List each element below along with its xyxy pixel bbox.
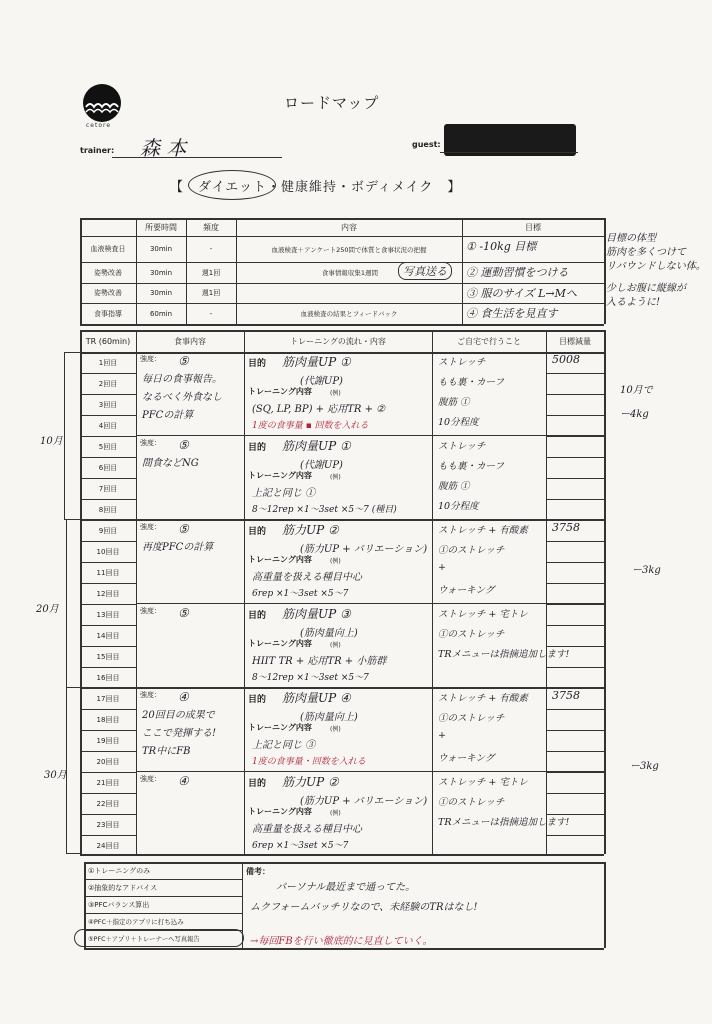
intensity-label: 強度： xyxy=(140,523,161,531)
training-label: トレーニング内容 xyxy=(248,723,312,732)
goal-circle-mark xyxy=(188,170,276,200)
purpose-label: 目的 xyxy=(248,695,267,705)
session-label: 13回目 xyxy=(96,610,120,619)
goal-4: ④ 食生活を見直す xyxy=(466,307,558,320)
home-task: ①のストレッチ xyxy=(438,797,505,808)
col-training: トレーニングの流れ・内容 xyxy=(290,336,386,346)
session-label: 16回目 xyxy=(96,673,120,682)
training-note: 8〜12rep ×1〜3set ×5〜7 xyxy=(252,673,369,683)
training-note: 6rep ×1〜3set ×5〜7 xyxy=(252,589,349,599)
home-task: もも裏・カーフ xyxy=(438,377,505,388)
session-label: 2回目 xyxy=(98,379,118,388)
home-task: ①のストレッチ xyxy=(438,545,505,556)
intensity-value: ④ xyxy=(178,774,189,788)
trainer-name: 森 本 xyxy=(140,136,187,160)
session-label: 10回目 xyxy=(96,547,120,556)
row-content: 血液検査＋アンケート250問で体質と食事状況の把握 xyxy=(271,245,427,254)
remark-line: パーソナル最近まで通ってた。 xyxy=(276,882,416,893)
intensity-value: ⑤ xyxy=(178,354,189,368)
session-label: 18回目 xyxy=(96,715,120,724)
example-label: (例) xyxy=(330,642,341,649)
col-time: 所要時間 xyxy=(145,222,177,232)
training-content: 高重量を扱える種目中心 xyxy=(252,824,362,835)
purpose-sub: (筋力UP + バリエーション) xyxy=(300,796,428,807)
row-label: 食事指導 xyxy=(94,309,122,318)
col-goal: 目標 xyxy=(525,222,541,232)
home-task: TRメニューは指摘追加します! xyxy=(438,649,570,660)
home-task: ①のストレッチ xyxy=(438,713,505,724)
target-value: 3758 xyxy=(552,521,580,534)
col-meal: 食事内容 xyxy=(174,336,206,346)
home-task: 10分程度 xyxy=(438,501,479,512)
row-content: 血液検査の結果とフィードバック xyxy=(300,310,398,318)
legend-item: ①トレーニングのみ xyxy=(88,867,151,875)
training-label: トレーニング内容 xyxy=(248,807,312,816)
purpose-sub: (筋肉量向上) xyxy=(300,712,358,723)
goal-category-line: 【 ダイエット・健康維持・ボディメイク 】 xyxy=(170,180,462,195)
col-target: 目標減量 xyxy=(559,336,591,346)
row-time: 30min xyxy=(149,289,173,297)
home-task: ストレッチ + 宅トレ xyxy=(438,609,528,620)
purpose-label: 目的 xyxy=(248,611,267,621)
training-note: 8〜12rep ×1〜3set ×5〜7 (種目) xyxy=(252,505,397,515)
intensity-label: 強度： xyxy=(140,355,161,363)
month-bracket-3 xyxy=(66,688,80,854)
page-title: ロードマップ xyxy=(284,94,380,112)
home-task: 腹筋 ① xyxy=(438,481,470,492)
intensity-label: 強度： xyxy=(140,775,161,783)
photo-send-note: 写真送る xyxy=(398,262,452,280)
intensity-label: 強度： xyxy=(140,691,161,699)
session-label: 4回目 xyxy=(98,421,118,430)
purpose-sub: (筋力UP + バリエーション) xyxy=(300,544,428,555)
home-task: + xyxy=(438,562,446,573)
session-label: 5回目 xyxy=(98,442,118,451)
target-value: 3758 xyxy=(552,689,580,702)
row-freq: 週1回 xyxy=(201,289,221,297)
guest-underline xyxy=(440,152,578,153)
intensity-value: ⑤ xyxy=(178,438,189,452)
training-content: 高重量を扱える種目中心 xyxy=(252,572,362,583)
session-label: 11回目 xyxy=(96,568,120,577)
training-content: 上記と同じ ③ xyxy=(252,740,316,751)
row-label: 姿勢改善 xyxy=(94,289,122,297)
goal-2: ② 運動習慣をつける xyxy=(466,266,569,279)
month-bracket-2 xyxy=(66,520,80,688)
meal-note: ここで発揮する! xyxy=(142,728,217,739)
purpose-value: 筋肉量UP ① xyxy=(282,355,351,369)
goal-3: ③ 服のサイズ L→Mへ xyxy=(466,287,577,300)
purpose-label: 目的 xyxy=(248,359,267,369)
session-label: 20回目 xyxy=(96,757,120,766)
intensity-label: 強度： xyxy=(140,439,161,447)
example-label: (例) xyxy=(330,558,341,565)
meal-note: PFCの計算 xyxy=(142,410,194,421)
session-label: 8回目 xyxy=(98,505,118,514)
right-note-month3: ー3kg xyxy=(630,761,659,772)
row-time: 60min xyxy=(149,309,173,318)
col-content: 内容 xyxy=(341,222,357,232)
home-task: ウォーキング xyxy=(438,585,495,596)
home-task: + xyxy=(438,730,446,741)
session-label: 1回目 xyxy=(98,358,118,367)
purpose-label: 目的 xyxy=(248,443,267,453)
month-label-1: 10月 xyxy=(40,436,63,447)
training-note: 1度の食事量・回数を入れる xyxy=(252,757,366,767)
training-content: 上記と同じ ① xyxy=(252,488,316,499)
purpose-label: 目的 xyxy=(248,527,267,537)
remark-line: ムクフォームバッチリなので、未経験のTRはなし! xyxy=(250,902,478,913)
session-label: 15回目 xyxy=(96,652,120,661)
purpose-sub: (代謝UP) xyxy=(300,376,343,387)
guest-label: guest: xyxy=(412,140,441,149)
remark-line: →毎回FBを行い徹底的に見直していく。 xyxy=(250,936,433,947)
session-label: 19回目 xyxy=(96,736,120,745)
meal-note: TR中にFB xyxy=(142,746,191,757)
logo-text: cetore xyxy=(86,122,112,129)
purpose-label: 目的 xyxy=(248,779,267,789)
right-note-top: 目標の体型 筋肉を多くつけて リバウンドしない体。 少しお腹に縦線が 入るように! xyxy=(606,233,706,308)
home-task: ストレッチ + 有酸素 xyxy=(438,693,528,704)
month-bracket-1 xyxy=(64,352,80,520)
home-task: 10分程度 xyxy=(438,417,479,428)
session-label: 23回目 xyxy=(96,820,120,829)
right-note-month2: ー3kg xyxy=(632,565,661,576)
legend-item: ②抽象的なアドバイス xyxy=(88,884,158,892)
row-freq: - xyxy=(209,245,213,253)
example-label: (例) xyxy=(330,726,341,733)
home-task: 腹筋 ① xyxy=(438,397,470,408)
training-label: トレーニング内容 xyxy=(248,471,312,480)
meal-note: 毎日の食事報告。 xyxy=(142,374,222,385)
training-label: トレーニング内容 xyxy=(248,639,312,648)
training-content: HIIT TR + 応用TR + 小筋群 xyxy=(252,656,387,667)
goal-1: ① -10kg 目標 xyxy=(466,240,537,253)
row-label: 血液検査日 xyxy=(90,245,126,253)
training-content: (SQ, LP, BP) + 応用TR + ② xyxy=(252,404,386,415)
purpose-value: 筋肉量UP ③ xyxy=(282,607,351,621)
legend-selected-circle xyxy=(74,929,244,947)
row-freq: 週1回 xyxy=(201,268,221,277)
session-label: 7回目 xyxy=(98,484,118,493)
home-task: もも裏・カーフ xyxy=(438,461,505,472)
month-label-3: 30月 xyxy=(44,770,67,781)
target-value: 5008 xyxy=(552,353,580,366)
training-note: 1度の食事量 ▪ 回数を入れる xyxy=(252,421,369,431)
session-label: 9回目 xyxy=(98,526,118,535)
home-task: ストレッチ + 有酸素 xyxy=(438,525,528,536)
legend-item: ④PFC＋指定のアプリに打ち込み xyxy=(88,918,184,926)
training-label: トレーニング内容 xyxy=(248,555,312,564)
col-session: TR (60min) xyxy=(85,336,131,346)
session-label: 3回目 xyxy=(98,400,118,409)
home-task: ストレッチ + 宅トレ xyxy=(438,777,528,788)
home-task: ストレッチ xyxy=(438,357,486,368)
month-label-2: 20月 xyxy=(36,604,59,615)
row-content: 食事情報収集1週間 xyxy=(321,269,379,277)
purpose-value: 筋肉量UP ① xyxy=(282,439,351,453)
session-label: 6回目 xyxy=(98,463,118,472)
session-label: 21回目 xyxy=(96,778,120,787)
purpose-value: 筋力UP ② xyxy=(282,523,339,537)
training-note: 6rep ×1〜3set ×5〜7 xyxy=(252,841,349,851)
row-time: 30min xyxy=(149,268,173,277)
example-label: (例) xyxy=(330,474,341,481)
intensity-value: ⑤ xyxy=(178,522,189,536)
meal-note: なるべく外食なし xyxy=(142,392,222,403)
home-task: ①のストレッチ xyxy=(438,629,505,640)
session-label: 12回目 xyxy=(96,589,120,598)
legend-item: ③PFCバランス算出 xyxy=(88,901,150,909)
trainer-label: trainer: xyxy=(80,146,115,155)
purpose-sub: (筋肉量向上) xyxy=(300,628,358,639)
home-task: ストレッチ xyxy=(438,441,486,452)
purpose-value: 筋肉量UP ④ xyxy=(282,691,351,705)
intensity-value: ⑤ xyxy=(178,606,189,620)
meal-note: 再度PFCの計算 xyxy=(142,542,214,553)
example-label: (例) xyxy=(330,390,341,397)
logo-icon xyxy=(80,83,124,123)
session-label: 24回目 xyxy=(96,841,120,850)
col-home: ご自宅で行うこと xyxy=(457,336,521,346)
row-label: 姿勢改善 xyxy=(94,268,122,277)
col-freq: 頻度 xyxy=(203,222,219,232)
right-note-month1: 10月で ー4kg xyxy=(620,385,653,420)
purpose-sub: (代謝UP) xyxy=(300,460,343,471)
example-label: (例) xyxy=(330,810,341,817)
training-label: トレーニング内容 xyxy=(248,387,312,396)
legend-item: ⑤PFC＋アプリ＋トレーナーへ写真報告 xyxy=(88,936,200,943)
purpose-value: 筋力UP ② xyxy=(282,775,339,789)
row-freq: - xyxy=(209,309,213,318)
meal-note: 20回目の成果で xyxy=(142,710,215,721)
session-label: 14回目 xyxy=(96,631,120,640)
session-label: 17回目 xyxy=(96,694,120,703)
home-task: TRメニューは指摘追加します! xyxy=(438,817,570,828)
intensity-value: ④ xyxy=(178,690,189,704)
remarks-label: 備考： xyxy=(246,867,270,876)
trainer-underline xyxy=(112,157,282,158)
intensity-label: 強度： xyxy=(140,607,161,615)
home-task: ウォーキング xyxy=(438,753,495,764)
meal-note: 間食などNG xyxy=(142,458,199,469)
session-label: 22回目 xyxy=(96,799,120,808)
row-time: 30min xyxy=(149,245,173,253)
